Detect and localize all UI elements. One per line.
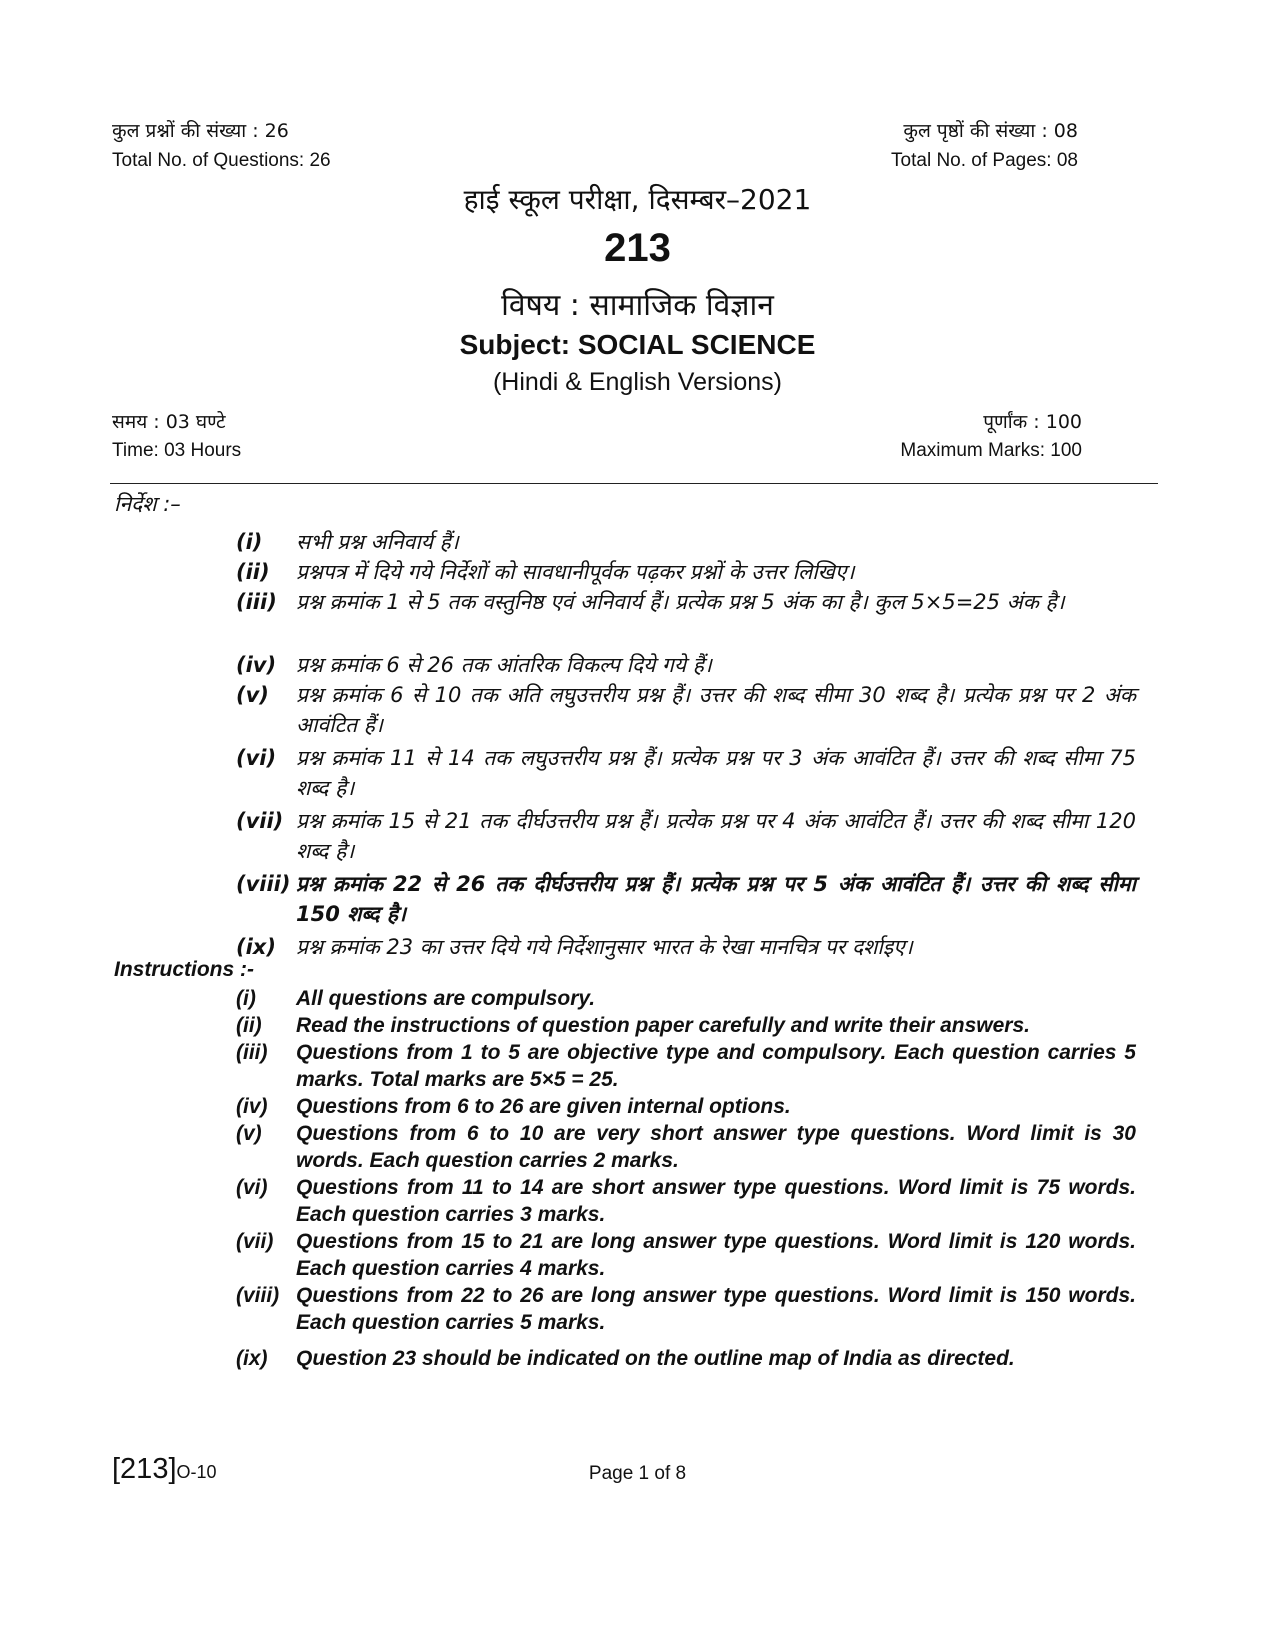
list-item: (viii) प्रश्न क्रमांक 22 से 26 तक दीर्घउत्तरीय प्रश्न हैं। प्रत्येक प्रश्न पर 5 अंक आवंटित हैं। उत्तर की शब्द सीमा 150 शब्द है। <box>236 872 1136 926</box>
total-pages-english: Total No. of Pages: 08 <box>891 150 1078 171</box>
list-item: (vi) प्रश्न क्रमांक 11 से 14 तक लघुउत्तरीय प्रश्न हैं। प्रत्येक प्रश्न पर 3 अंक आवंटित हैं। उत्तर की शब्द सीमा 75 शब्द है। <box>236 746 1136 800</box>
list-item: (ix) प्रश्न क्रमांक 23 का उत्तर दिये गये निर्देशानुसार भारत के रेखा मानचित्र पर दर्शाइए। <box>236 935 913 959</box>
total-questions-hindi: कुल प्रश्नों की संख्या : 26 <box>112 120 289 142</box>
subject-english: Subject: SOCIAL SCIENCE <box>459 329 816 360</box>
list-item: (viii) Questions from 22 to 26 are long answer type questions. Word limit is 150 words. Each question carries 5 marks. <box>236 1284 1136 1334</box>
time-english: Time: 03 Hours <box>112 440 242 461</box>
list-item: (vii) Questions from 15 to 21 are long answer type questions. Word limit is 120 words. Each question carries 4 marks. <box>236 1230 1136 1280</box>
footer-code-main: [213] <box>112 1453 177 1485</box>
list-item: (i) All questions are compulsory. <box>236 987 596 1010</box>
list-item: (vii) प्रश्न क्रमांक 15 से 21 तक दीर्घउत्तरीय प्रश्न हैं। प्रत्येक प्रश्न पर 4 अंक आवंटित हैं। उत्तर की शब्द सीमा 120 शब्द है। <box>236 809 1136 863</box>
list-item: (i) सभी प्रश्न अनिवार्य हैं। <box>236 530 459 554</box>
list-item: (vi) Questions from 11 to 14 are short answer type questions. Word limit is 75 words. Each question carries 3 marks. <box>236 1176 1136 1226</box>
max-marks-hindi: पूर्णांक : 100 <box>983 411 1082 433</box>
hindi-instructions-heading: निर्देश :– <box>114 492 181 516</box>
list-item: (v) प्रश्न क्रमांक 6 से 10 तक अति लघुउत्तरीय प्रश्न हैं। उत्तर की शब्द सीमा 30 शब्द है। प्रत्येक प्रश्न पर 2 अंक आवंटित हैं। <box>236 683 1136 737</box>
list-item: (iii) Questions from 1 to 5 are objective type and compulsory. Each question carries 5 marks. Total marks are 5×5 = 25. <box>236 1041 1136 1091</box>
time-hindi: समय : 03 घण्टे <box>112 411 226 433</box>
list-item: (ii) Read the instructions of question paper carefully and write their answers. <box>236 1014 1030 1037</box>
list-item: (ii) प्रश्नपत्र में दिये गये निर्देशों को सावधानीपूर्वक पढ़कर प्रश्नों के उत्तर लिखिए। <box>236 560 855 584</box>
list-item: (iii) प्रश्न क्रमांक 1 से 5 तक वस्तुनिष्ठ एवं अनिवार्य हैं। प्रत्येक प्रश्न 5 अंक का है। कुल 5×5=25 अंक है। <box>236 590 1065 614</box>
versions-note: (Hindi & English Versions) <box>492 368 782 396</box>
paper-code: 213 <box>604 226 671 270</box>
page-number: Page 1 of 8 <box>588 1463 687 1484</box>
list-item: (iv) प्रश्न क्रमांक 6 से 26 तक आंतरिक विकल्प दिये गये हैं। <box>236 653 712 677</box>
total-pages-hindi: कुल पृष्ठों की संख्या : 08 <box>903 120 1078 142</box>
english-instructions-heading: Instructions :- <box>114 958 254 981</box>
list-item: (iv) Questions from 6 to 26 are given internal options. <box>236 1095 791 1118</box>
list-item: (ix) Question 23 should be indicated on the outline map of India as directed. <box>236 1347 1015 1370</box>
max-marks-english: Maximum Marks: 100 <box>900 440 1082 461</box>
header-divider <box>110 483 1158 484</box>
total-questions-english: Total No. of Questions: 26 <box>112 150 331 171</box>
footer-code-suffix: O-10 <box>176 1462 217 1482</box>
subject-hindi: विषय : सामाजिक विज्ञान <box>501 288 774 323</box>
exam-title: हाई स्कूल परीक्षा, दिसम्बर–2021 <box>463 183 812 216</box>
list-item: (v) Questions from 6 to 10 are very short answer type questions. Word limit is 30 words. Each question carries 2 marks. <box>236 1122 1136 1172</box>
